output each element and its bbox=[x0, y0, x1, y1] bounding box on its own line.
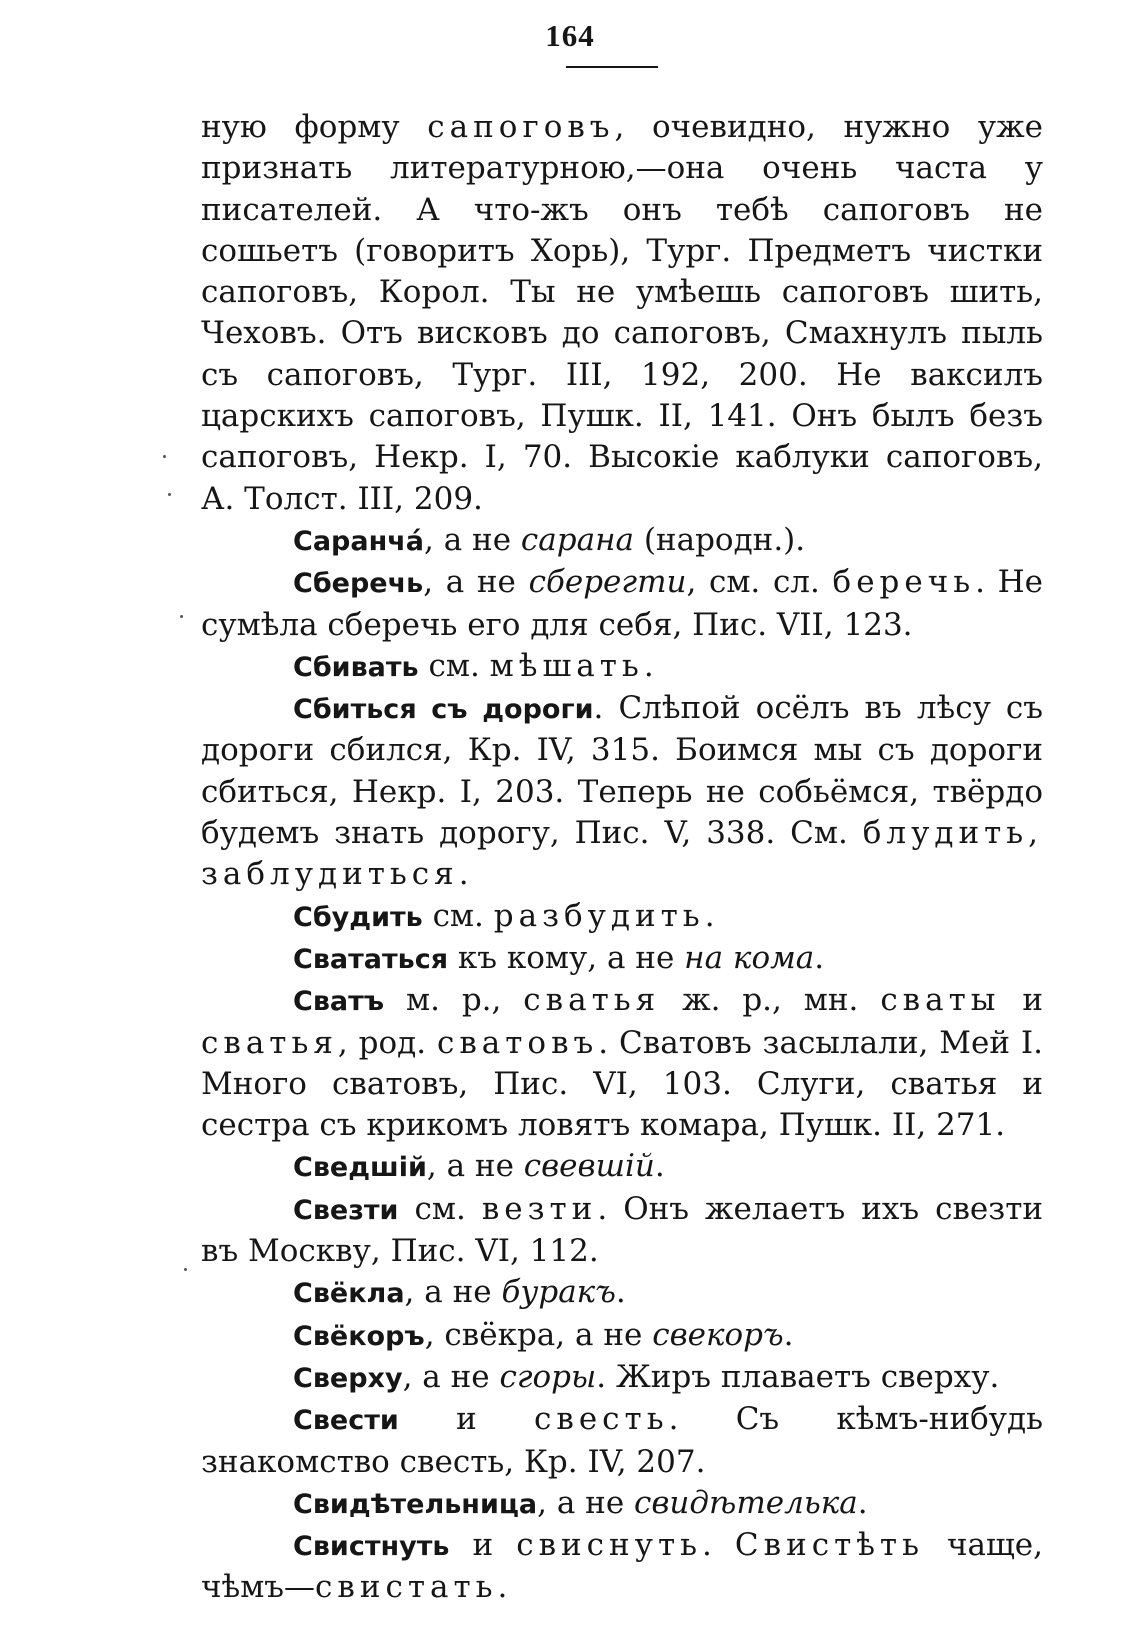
headword: Сбивать bbox=[293, 651, 419, 683]
spaced-reference: сватовъ bbox=[436, 1024, 599, 1061]
text-run: . Жиръ плаваетъ сверху. bbox=[596, 1358, 1000, 1395]
text-run: . bbox=[783, 1316, 794, 1353]
text-run: и bbox=[449, 1527, 517, 1564]
text-run: . bbox=[857, 1484, 868, 1521]
text-run: , а не bbox=[426, 1148, 524, 1185]
spaced-reference: везти bbox=[481, 1190, 598, 1227]
text-run: . Не сумѣла сберечь его для себя, Пис. VII, 123. bbox=[201, 564, 1044, 643]
spaced-reference: разбудить bbox=[493, 897, 705, 934]
text-run: чаще, чѣмъ— bbox=[201, 1527, 1044, 1606]
text-run: , а не bbox=[404, 1274, 502, 1311]
spaced-reference: блудить, заблудиться bbox=[201, 815, 1043, 893]
spaced-reference: свиснуть bbox=[516, 1527, 702, 1564]
dictionary-entry bbox=[201, 562, 1043, 646]
incorrect-form: свекоръ bbox=[652, 1316, 784, 1353]
text-run: . Слѣпой осёлъ въ лѣсу съ дороги сбился, Кр. IV, 315. Боимся мы съ дороги сбиться, Некр. I, 203. Теперь не собьёмся, твёрдо будемъ знать дорогу, Пис. V, 338. См. bbox=[201, 690, 1043, 852]
text-run: . bbox=[701, 1527, 735, 1564]
continuation-paragraph bbox=[201, 107, 1043, 520]
spaced-reference: мѣшать bbox=[489, 647, 644, 684]
incorrect-form: на кома bbox=[684, 939, 815, 976]
dictionary-entry bbox=[201, 1399, 1043, 1483]
spaced-reference: сватья bbox=[523, 982, 661, 1019]
spaced-reference: сватья bbox=[201, 1024, 338, 1061]
spaced-reference: сваты bbox=[880, 982, 1001, 1019]
headword: Сватъ bbox=[293, 986, 385, 1018]
text-run: . bbox=[814, 939, 825, 976]
text-run: . bbox=[643, 647, 654, 684]
dictionary-entry bbox=[201, 520, 1043, 562]
headword: Свидѣтельница bbox=[293, 1488, 538, 1520]
incorrect-form: сгоры bbox=[499, 1358, 597, 1395]
text-run: . bbox=[497, 1569, 508, 1606]
text-run: . bbox=[704, 897, 715, 934]
text-run: , см. сл. bbox=[686, 564, 833, 601]
dictionary-entry bbox=[201, 980, 1043, 1146]
text-run: ную форму bbox=[201, 109, 428, 145]
dictionary-entry bbox=[201, 1357, 1043, 1399]
page-number: 164 bbox=[545, 18, 595, 53]
text-run: см. bbox=[422, 897, 494, 934]
text-run: м. р., bbox=[384, 982, 524, 1019]
headword: Сбиться съ дороги bbox=[293, 694, 594, 726]
text-run: , а не bbox=[424, 521, 521, 558]
dictionary-entry bbox=[201, 1483, 1043, 1525]
headword: Свезти bbox=[293, 1194, 399, 1226]
spaced-reference: Свистѣть bbox=[734, 1527, 924, 1564]
page-number-rule bbox=[566, 66, 658, 68]
dictionary-entry bbox=[201, 688, 1043, 895]
text-run: къ кому, а не bbox=[448, 939, 685, 976]
incorrect-form: сберегти bbox=[528, 564, 687, 601]
text-run: , свёкра, а не bbox=[424, 1316, 653, 1353]
text-run: (народн.). bbox=[633, 521, 806, 558]
text-run: , очевидно, нужно уже признать литературною,—она очень часта у писателей. А что-жъ онъ тебѣ сапоговъ не сошьетъ (говоритъ Хорь), Тург. Предметъ чистки сапоговъ, Корол. Ты не умѣешь сапоговъ шить, Чеховъ. Отъ висковъ до сапоговъ, Смахнулъ пыль съ сапоговъ, Тург. III, 192, 200. Не ваксилъ царскихъ сапоговъ, Пушк. II, 141. Онъ былъ безъ сапоговъ, Некр. I, 70. Высокіе каблуки сапоговъ, А. Толст. III, 209. bbox=[201, 109, 1043, 517]
headword: Свести bbox=[293, 1405, 399, 1437]
headword: Свистнуть bbox=[293, 1531, 450, 1563]
dictionary-entry bbox=[201, 1189, 1043, 1273]
text-run: см. bbox=[418, 647, 490, 684]
text-run: ж. р., мн. bbox=[660, 982, 881, 1019]
headword: Сберечь bbox=[293, 568, 424, 600]
text-run: и bbox=[1000, 982, 1043, 1019]
text-run: см. bbox=[398, 1190, 482, 1227]
dictionary-entry bbox=[201, 1315, 1043, 1357]
spaced-reference: беречь bbox=[832, 564, 976, 601]
text-run: . Онъ желаетъ ихъ свезти въ Москву, Пис. VI, 112. bbox=[201, 1190, 1044, 1270]
incorrect-form: свидѣтелька bbox=[634, 1484, 858, 1521]
headword: Саранча́ bbox=[293, 525, 424, 557]
spaced-reference: свесть bbox=[534, 1401, 669, 1438]
incorrect-form: сарана bbox=[520, 521, 634, 558]
headword: Сверху bbox=[293, 1362, 403, 1394]
incorrect-form: буракъ bbox=[501, 1274, 616, 1311]
spaced-reference: сапоговъ bbox=[427, 109, 615, 145]
headword: Сведшій bbox=[293, 1152, 427, 1184]
dictionary-text bbox=[201, 107, 1043, 1609]
text-run: . bbox=[458, 856, 469, 893]
headword: Сбудить bbox=[293, 901, 423, 933]
headword: Свёкоръ bbox=[293, 1320, 425, 1352]
dictionary-entry bbox=[201, 896, 1043, 938]
text-run: , а не bbox=[537, 1484, 635, 1521]
text-run: и bbox=[398, 1401, 535, 1438]
dictionary-entry bbox=[201, 1272, 1043, 1314]
headword: Свататься bbox=[293, 943, 449, 975]
headword: Свёкла bbox=[293, 1278, 405, 1310]
text-run: . Сватовъ засылали, Мей I. Много сватовъ, Пис. VI, 103. Слуги, сватья и сестра съ крикомъ ловятъ комара, Пушк. II, 271. bbox=[201, 1024, 1043, 1144]
incorrect-form: свевшій bbox=[523, 1148, 655, 1185]
text-run: , род. bbox=[337, 1024, 437, 1061]
text-run: . bbox=[615, 1274, 626, 1311]
text-run: . bbox=[654, 1148, 665, 1185]
spaced-reference: свистать bbox=[315, 1569, 498, 1606]
dictionary-entry bbox=[201, 938, 1043, 980]
text-run: , а не bbox=[402, 1358, 500, 1395]
text-run: , а не bbox=[423, 564, 529, 601]
dictionary-entry bbox=[201, 1525, 1043, 1609]
text-run: . Съ кѣмъ-нибудь знакомство свесть, Кр. IV, 207. bbox=[201, 1401, 1043, 1480]
dictionary-entry bbox=[201, 1146, 1043, 1188]
dictionary-entry bbox=[201, 646, 1043, 688]
